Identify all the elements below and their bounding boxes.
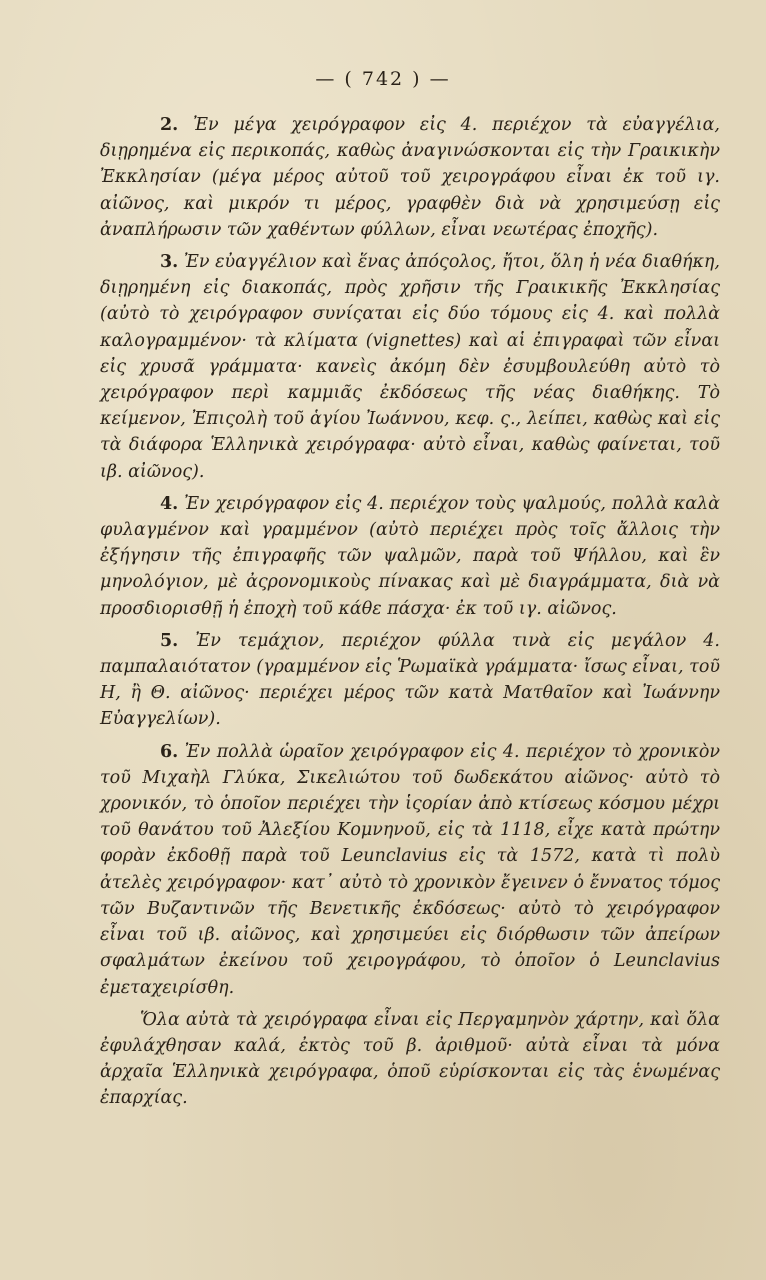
page-number-header: — ( 742 ) — xyxy=(315,68,451,90)
entry-paragraph xyxy=(100,112,720,243)
entry-paragraph xyxy=(100,249,720,485)
entry-text: Ἐν εὐαγγέλιον καὶ ἕνας ἀπόςολος, ἤτοι, ὅλη ἡ νέα διαθήκη, διῃρημένη εἰς διακοπάς, πρὸς χρῆσιν τῆς Γραικικῆς Ἐκκλησίας (αὐτὸ τὸ χειρόγραφον συνίςαται εἰς δύο τόμους εἰς 4. καὶ πολλὰ καλογραμμένον· τὰ κλίματα (vignettes) καὶ αἱ ἐπιγραφαὶ τῶν εἶναι εἰς χρυσᾶ γράμματα· κανεὶς ἀκόμη δὲν ἐσυμβουλεύθη αὐτὸ τὸ χειρόγραφον περὶ καμμιᾶς ἐκδόσεως τῆς νέας διαθήκης. Τὸ κείμενον, Ἐπιςολὴ τοῦ ἁγίου Ἰωάννου, κεφ. ς., λείπει, καθὼς καὶ εἰς τὰ διάφορα Ἑλληνικὰ χειρόγραφα· αὐτὸ εἶναι, καθὼς φαίνεται, τοῦ ιβ. αἰῶνος). xyxy=(100,252,720,482)
entry-text: Ἐν τεμάχιον, περιέχον φύλλα τινὰ εἰς μεγάλον 4. παμπαλαιότατον (γραμμένον εἰς Ῥωμαϊκὰ γράμματα· ἴσως εἶναι, τοῦ Η, ἢ Θ. αἰῶνος· περιέχει μέρος τῶν κατὰ Ματθαῖον καὶ Ἰωάννην Εὐαγγελίων). xyxy=(100,630,720,730)
entry-text: Ἐν μέγα χειρόγραφον εἰς 4. περιέχον τὰ εὐαγγέλια, διῃρημένα εἰς περικοπάς, καθὼς ἀναγινώσκονται εἰς τὴν Γραικικὴν Ἐκκλησίαν (μέγα μέρος αὐτοῦ τοῦ χειρογράφου εἶναι ἐκ τοῦ ιγ. αἰῶνος, καὶ μικρόν τι μέρος, γραφθὲν διὰ νὰ χρησιμεύσῃ εἰς ἀναπλήρωσιν τῶν χαθέντων φύλλων, εἶναι νεωτέρας ἐποχῆς). xyxy=(100,115,720,240)
closing-paragraph: Ὅλα αὐτὰ τὰ χειρόγραφα εἶναι εἰς Περγαμηνὸν χάρτην, καὶ ὅλα ἐφυλάχθησαν καλά, ἐκτὸς τοῦ β. ἀριθμοῦ· αὐτὰ εἶναι τὰ μόνα ἀρχαῖα Ἑλληνικὰ χειρόγραφα, ὁποῦ εὑρίσκονται εἰς τὰς ἑνωμένας ἐπαρχίας. xyxy=(100,1009,720,1109)
entry-text: Ἐν πολλὰ ὡραῖον χειρόγραφον εἰς 4. περιέχον τὸ χρονικὸν τοῦ Μιχαὴλ Γλύκα, Σικελιώτου τοῦ δωδεκάτου αἰῶνος· αὐτὸ τὸ χρονικόν, τὸ ὁποῖον περιέχει τὴν ἱςορίαν ἀπὸ κτίσεως κόσμου μέχρι τοῦ θανάτου τοῦ Ἀλεξίου Κομνηνοῦ, εἰς τὰ 1118, εἶχε κατὰ πρώτην φορὰν ἐκδοθῇ παρὰ τοῦ Leunclavius εἰς τὰ 1572, κατὰ τὶ πολὺ ἀτελὲς χειρόγραφον· κατ᾽ αὐτὸ τὸ χρονικὸν ἔγεινεν ὁ ἔννατος τόμος τῶν Βυζαντινῶν τῆς Βενετικῆς ἐκδόσεως· αὐτὸ τὸ χειρόγραφον εἶναι τοῦ ιβ. αἰῶνος, καὶ χρησιμεύει εἰς διόρθωσιν τῶν ἀπείρων σφαλμάτων ἐκείνου τοῦ χειρογράφου, τὸ ὁποῖον ὁ Leunclavius ἐμεταχειρίσθη. xyxy=(100,741,720,998)
entry-number: 5. xyxy=(160,630,179,651)
entry-number: 2. xyxy=(160,115,179,135)
entry-paragraph xyxy=(100,491,720,622)
entry-paragraph xyxy=(100,739,720,1001)
entry-number: 6. xyxy=(160,741,179,762)
entry-paragraph xyxy=(100,628,720,733)
page-body xyxy=(100,112,720,1118)
entry-number: 4. xyxy=(160,493,179,514)
entry-text: Ἐν χειρόγραφον εἰς 4. περιέχον τοὺς ψαλμούς, πολλὰ καλὰ φυλαγμένον καὶ γραμμένον (αὐτὸ περιέχει πρὸς τοῖς ἄλλοις τὴν ἐξήγησιν τῆς ἐπιγραφῆς τῶν ψαλμῶν, παρὰ τοῦ Ψήλλου, καὶ ἓν μηνολόγιον, μὲ ἀςρονομικοὺς πίνακας καὶ μὲ διαγράμματα, διὰ νὰ προσδιορισθῇ ἡ ἐποχὴ τοῦ κάθε πάσχα· ἐκ τοῦ ιγ. αἰῶνος. xyxy=(100,493,720,619)
entry-number: 3. xyxy=(160,252,179,273)
